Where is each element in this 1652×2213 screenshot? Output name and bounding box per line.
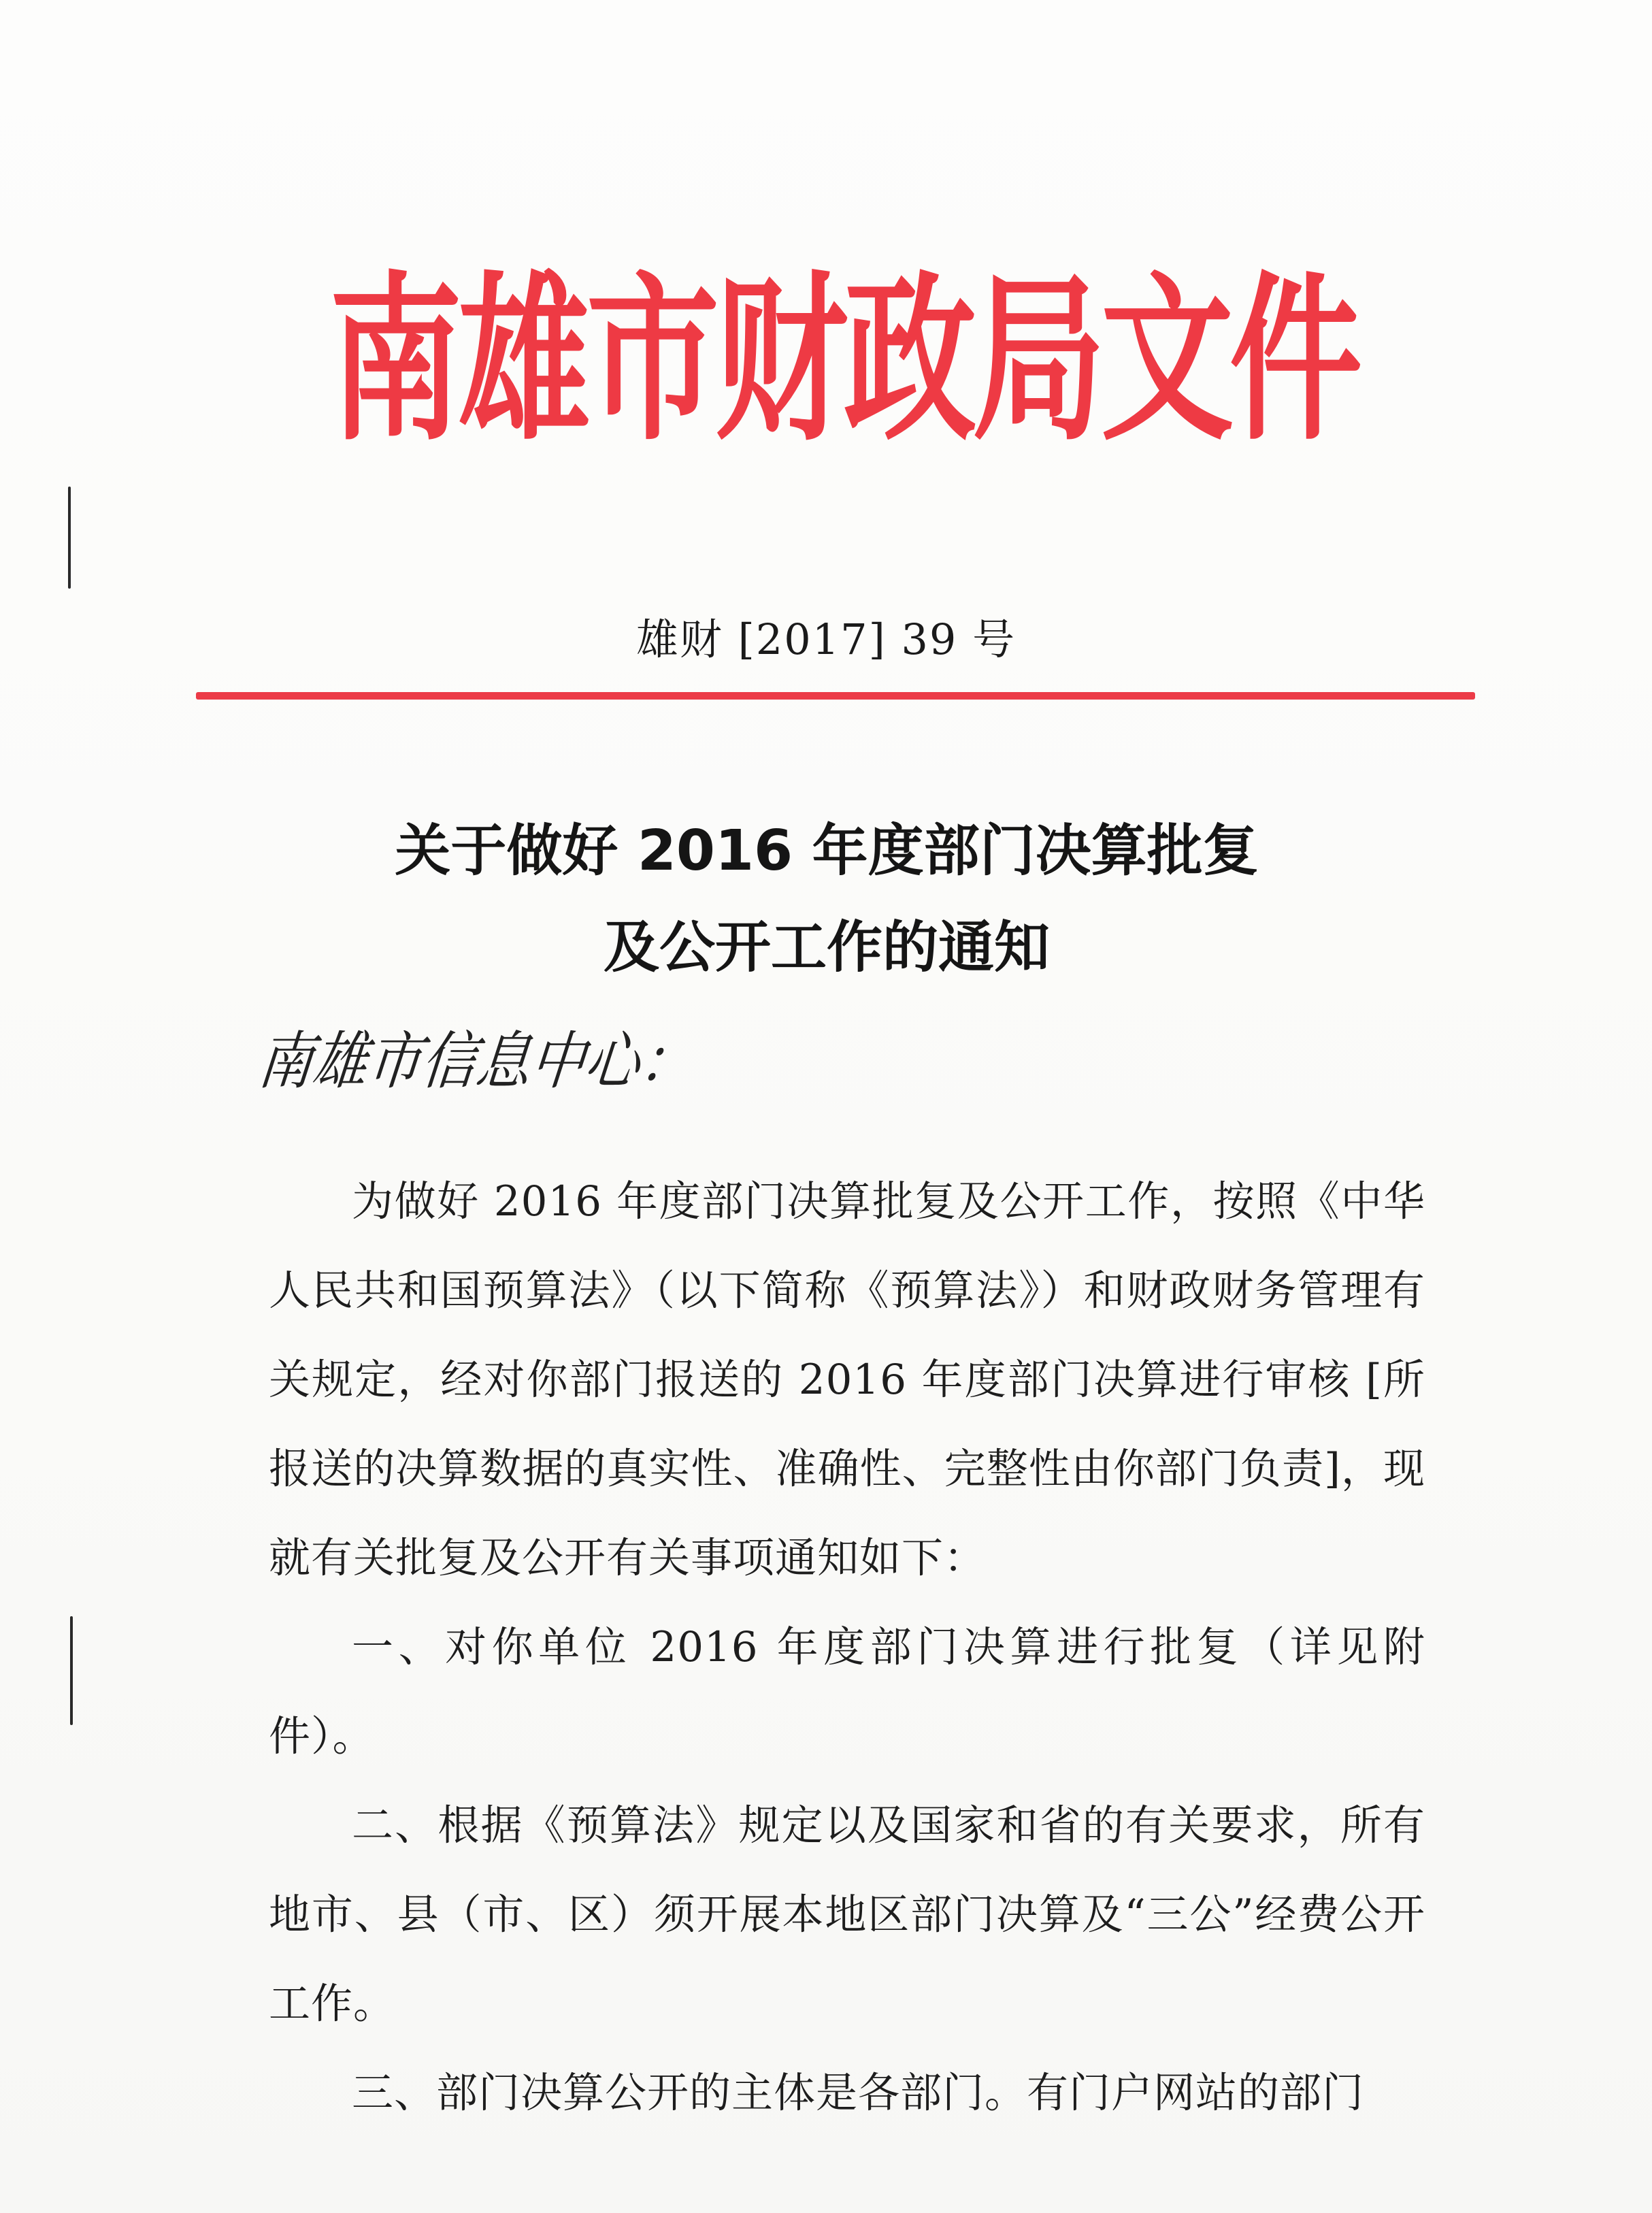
title-line: 关于做好 2016 年度部门决算批复 [395,819,1259,883]
document-title [204,803,1449,996]
scan-edge-mark [68,487,71,589]
title-line: 及公开工作的通知 [603,915,1050,980]
body-paragraph: 二、根据《预算法》规定以及国家和省的有关要求，所有地市、县（市、区）须开展本地区部门决算及“三公”经费公开工作。 [269,1801,1425,2028]
red-separator-line [196,692,1475,700]
issuer-header: 南雄市财政局文件 [329,256,1358,465]
body-paragraph: 三、部门决算公开的主体是各部门。有门户网站的部门 [352,2069,1365,2117]
body-paragraph: 为做好 2016 年度部门决算批复及公开工作，按照《中华人民共和国预算法》（以下简称《预算法》）和财政财务管理有关规定，经对你部门报送的 2016 年度部门决算进行审核 [所报送的决算数据的真实性、准确性、完整性由你部门负责]，现就有关批复及公开有关事项通知如下： [269,1177,1425,1582]
handwritten-salutation: 南雄市信息中心： [254,1024,698,1098]
document-number: 雄财 [2017] 39 号 [635,614,1017,664]
document-body [269,1157,1425,2137]
scan-edge-mark [70,1616,73,1725]
body-paragraph: 一、对你单位 2016 年度部门决算进行批复（详见附件）。 [269,1623,1425,1760]
